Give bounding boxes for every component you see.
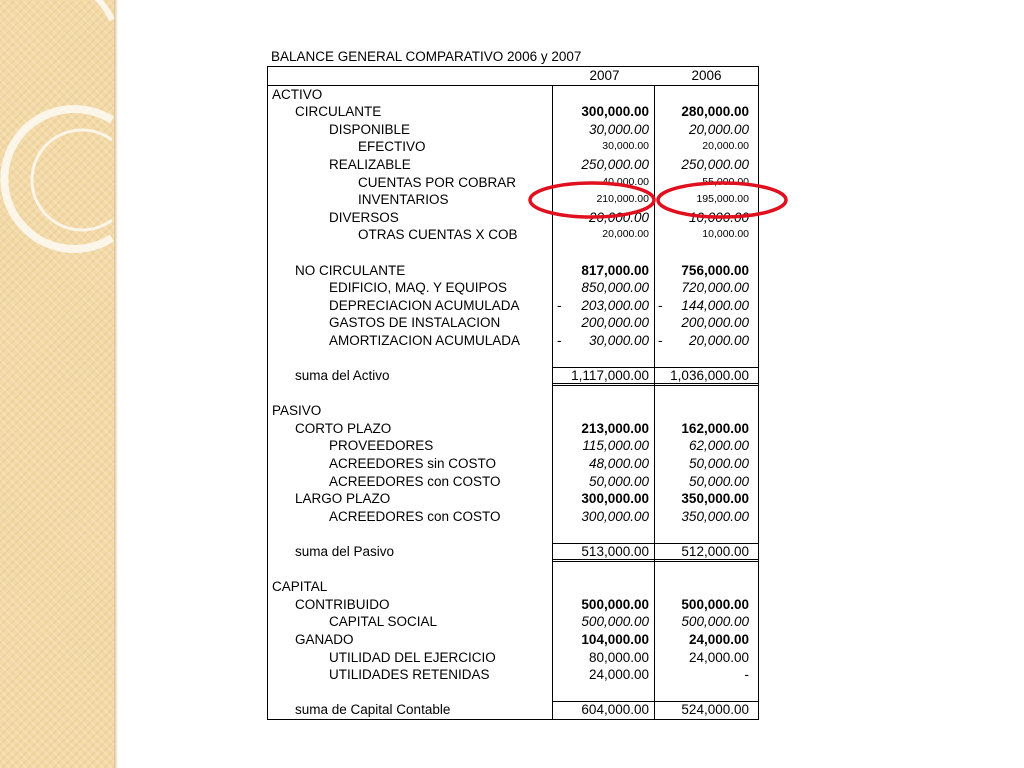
row-label: CAPITAL SOCIAL [329,614,438,630]
value-2006: 24,000.00 [688,649,749,665]
value-2007: 115,000.00 [582,438,649,454]
table-row [268,490,758,508]
value-2007: 40,000.00 [602,175,649,188]
row-label: OTRAS CUENTAS X COB [358,227,518,243]
value-2007: 300,000.00 [581,508,649,524]
value-2007: 513,000.00 [581,544,649,560]
value-2007: 200,000.00 [581,315,649,331]
value-2006: 350,000.00 [681,491,749,507]
table-row [268,596,758,614]
row-label: PASIVO [272,403,322,419]
row-label: LARGO PLAZO [295,491,391,507]
balance-sheet [267,48,759,720]
table-row [268,244,758,262]
row-label: EDIFICIO, MAQ. Y EQUIPOS [329,280,508,296]
table-row [268,332,758,350]
table-row [268,314,758,332]
row-label: UTILIDADES RETENIDAS [329,667,490,683]
value-2006: 195,000.00 [696,193,749,206]
column-divider-2007 [552,85,553,719]
column-header-2007: 2007 [589,68,620,83]
value-2006: 500,000.00 [681,614,749,630]
row-label: ACTIVO [272,86,323,102]
table-body [268,86,758,719]
row-label: CORTO PLAZO [295,420,392,436]
row-label: CONTRIBUIDO [295,596,390,612]
column-header-2006: 2006 [691,68,722,83]
table-row [268,561,758,579]
value-2007: 80,000.00 [588,649,649,665]
value-2007: 24,000.00 [588,667,649,683]
value-2006: 162,000.00 [681,420,749,436]
table-row [268,437,758,455]
value-2006: 1,036,000.00 [670,368,749,384]
value-2006: 200,000.00 [681,315,749,331]
table-row [268,578,758,596]
table-row [268,525,758,543]
value-2006: 280,000.00 [681,104,749,120]
value-2007: 500,000.00 [581,596,649,612]
row-label: ACREEDORES sin COSTO [329,456,497,472]
row-label: ACREEDORES con COSTO [329,473,501,489]
value-2007: 817,000.00 [581,262,649,278]
table-row [268,174,758,192]
table-row [268,191,758,209]
balance-table [267,66,759,720]
value-2006: 350,000.00 [681,508,749,524]
value-2006: 756,000.00 [681,262,749,278]
column-divider-2006 [654,85,655,719]
table-row [268,684,758,702]
row-label: UTILIDAD DEL EJERCICIO [329,649,496,665]
table-row [268,121,758,139]
row-label: DIVERSOS [329,209,399,225]
value-2006: 20,000.00 [688,332,749,348]
value-2006: 10,000.00 [702,228,749,241]
table-row [268,209,758,227]
value-2007: 203,000.00 [581,297,649,313]
value-2006: 20,000.00 [702,140,749,153]
row-label: suma del Activo [295,368,390,384]
row-label: INVENTARIOS [358,192,449,208]
value-2007: 1,117,000.00 [571,368,649,384]
total-top-rule [552,367,758,368]
value-2006: 10,000.00 [688,209,749,225]
table-row [268,473,758,491]
row-label: CAPITAL [272,579,328,595]
value-2007: 500,000.00 [581,614,649,630]
row-label: REALIZABLE [329,156,411,172]
table-row [268,262,758,280]
value-2007: 30,000.00 [602,140,649,153]
value-2007: 30,000.00 [588,332,649,348]
table-row [268,86,758,104]
table-row [268,138,758,156]
total-row [268,701,758,719]
value-2007: 213,000.00 [581,420,649,436]
value-2006: 24,000.00 [688,632,749,647]
table-header-row [268,67,758,86]
value-2007: 850,000.00 [581,280,649,296]
value-2006: 55,000.00 [702,175,749,188]
table-row [268,350,758,368]
row-label: CUENTAS POR COBRAR [358,174,517,190]
total-row [268,543,758,561]
row-label: GANADO [295,632,354,647]
value-2006: 512,000.00 [681,544,749,560]
value-2007: 104,000.00 [581,632,649,647]
table-row [268,613,758,631]
negative-sign-2007: - [557,297,562,313]
value-2006: 50,000.00 [688,456,749,472]
row-label: PROVEEDORES [329,438,434,454]
value-2006: 500,000.00 [681,596,749,612]
value-2006: 144,000.00 [681,297,749,313]
value-2007: 20,000.00 [602,228,649,241]
negative-sign-2006: - [658,297,663,313]
table-row [268,297,758,315]
row-label: NO CIRCULANTE [295,262,406,278]
row-label: DEPRECIACION ACUMULADA [329,297,520,313]
table-row [268,156,758,174]
value-2006: 524,000.00 [681,702,749,718]
value-2006: 20,000.00 [688,121,749,137]
value-2007: 604,000.00 [581,702,649,718]
table-row [268,666,758,684]
table-row [268,385,758,403]
value-2007: 20,000.00 [588,209,649,225]
value-2006: 250,000.00 [681,156,749,172]
decorative-rings [0,0,120,260]
value-2007: 250,000.00 [581,156,649,172]
value-2007: 210,000.00 [596,193,649,206]
table-row [268,279,758,297]
negative-sign-2006: - [658,332,663,348]
row-label: ACREEDORES con COSTO [329,508,501,524]
table-row [268,631,758,649]
table-row [268,226,758,244]
value-2006: - [744,667,749,683]
table-row [268,455,758,473]
row-label: suma de Capital Contable [295,702,451,718]
value-2007: 48,000.00 [588,456,649,472]
table-row [268,508,758,526]
table-row [268,649,758,667]
value-2007: 50,000.00 [588,473,649,489]
total-row [268,367,758,385]
value-2007: 30,000.00 [588,121,649,137]
value-2006: 50,000.00 [688,473,749,489]
row-label: GASTOS DE INSTALACION [329,315,501,331]
row-label: DISPONIBLE [329,121,411,137]
table-row [268,402,758,420]
total-top-rule [552,543,758,544]
row-label: CIRCULANTE [295,104,382,120]
sheet-title: BALANCE GENERAL COMPARATIVO 2006 y 2007 [271,49,582,64]
value-2006: 62,000.00 [688,438,749,454]
value-2007: 300,000.00 [581,491,649,507]
table-row [268,103,758,121]
total-top-rule [552,701,758,702]
row-label: suma del Pasivo [295,544,395,560]
row-label: EFECTIVO [358,139,426,155]
value-2006: 720,000.00 [681,280,749,296]
negative-sign-2007: - [557,332,562,348]
row-label: AMORTIZACION ACUMULADA [329,332,521,348]
value-2007: 300,000.00 [581,104,649,120]
table-row [268,420,758,438]
